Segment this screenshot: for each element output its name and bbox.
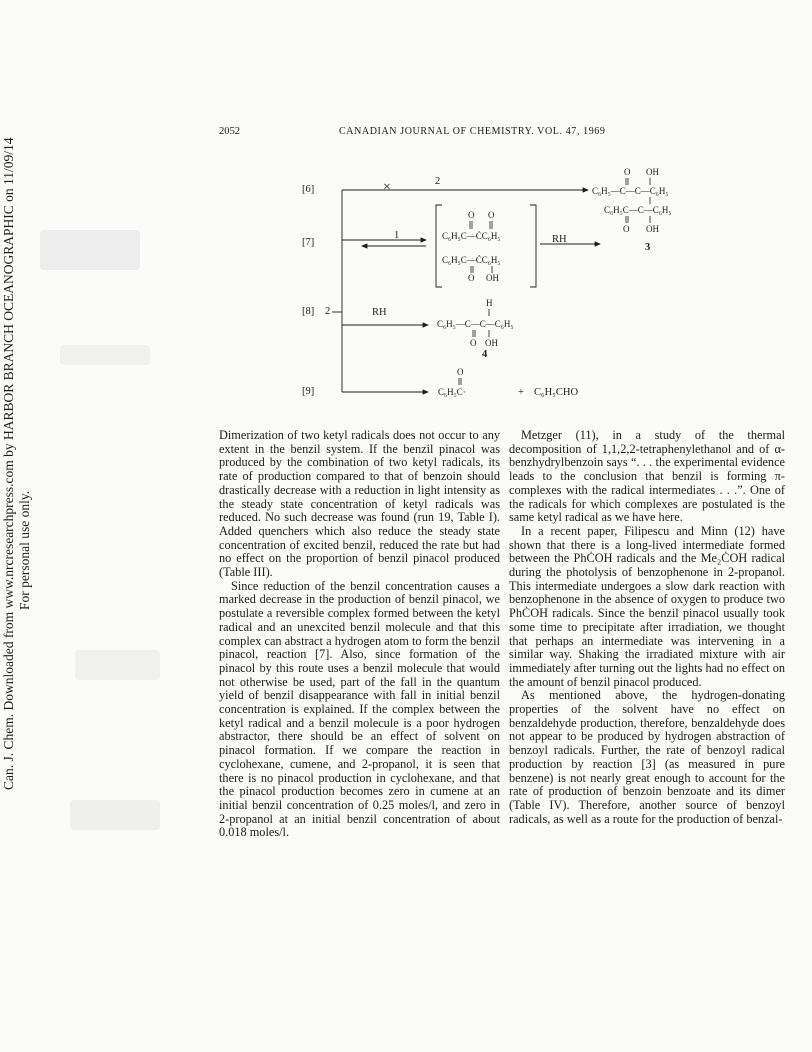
scheme-drawing: [290, 160, 770, 430]
personal-use-note: For personal use only.: [17, 490, 32, 610]
svg-text:C₆H₅C·: C₆H₅C·: [438, 387, 466, 397]
arrow-label-rh-8: RH: [372, 307, 387, 318]
right-text-column: [509, 429, 785, 826]
eq-label-9: [9]: [302, 386, 315, 397]
arrow-label-1: 1: [394, 230, 400, 241]
arrow-label-2: 2: [435, 176, 441, 187]
paragraph: Since reduction of the benzil concentration causes a marked decrease in the production of benzil pinacol, we postulate a reversible complex formed between the ketyl radical and an unexcited benzil molecule and that this complex can abstract a hydrogen atom to form the benzil pinacol, reaction [7]. Also, since formation of the pinacol by this route uses a benzil molecule that would not otherwise be used, part of the fall in the quantum yield of benzil disappearance with fall in initial benzil concentration is explained. If the complex between the ketyl radical and a benzil molecule is a poor hydrogen abstractor, there should be an effect of solvent on pinacol formation. If we compare the reaction in cyclohexane, cumene, and 2-propanol, it is seen that there is no pinacol production in cyclohexane, and that the pinacol production becomes zero in cumene at an initial benzil concentration of 0.25 moles/l, and zero in 2-propanol at an initial benzil concentration of about 0.018 moles/l.: [219, 578, 500, 840]
scan-smudge: [60, 345, 150, 365]
svg-text:OH: OH: [646, 167, 659, 177]
svg-text:C₆H₅—C—C—C₆H₅: C₆H₅—C—C—C₆H₅: [437, 319, 514, 329]
svg-text:O: O: [468, 210, 475, 220]
blocked-cross: ×: [383, 180, 391, 195]
svg-text:H: H: [486, 298, 493, 308]
paragraph: In a recent paper, Filipescu and Minn (12) have shown that there is a long-lived intermediate formed between the PhĊOH radicals and the Me₂ĊOH radical during the photolysis of benzophenone in 2-propanol. This intermediate undergoes a slow dark reaction with benzophenone in the absence of oxygen to produce two PhĊOH radicals. Since the benzil pinacol usually took some time to precipitate after irradiation, we thought that perhaps an intermediate was intervening in a similar way. Shaking the irradiated mixture with air immediately after turning out the lights had no effect on the amount of benzil pinacol produced.: [509, 523, 785, 689]
svg-text:O: O: [468, 273, 475, 283]
svg-text:OH: OH: [485, 338, 498, 348]
svg-text:OH: OH: [486, 273, 499, 283]
svg-text:OH: OH: [646, 224, 659, 234]
svg-text:O: O: [470, 338, 477, 348]
scan-smudge: [70, 800, 160, 830]
reaction-scheme: [290, 160, 770, 430]
eq-label-6: [6]: [302, 184, 315, 195]
svg-text:O: O: [488, 210, 495, 220]
svg-text:O: O: [623, 224, 630, 234]
arrow-label-rh-7: RH: [552, 234, 567, 245]
journal-title: CANADIAN JOURNAL OF CHEMISTRY. VOL. 47, 1969: [339, 126, 606, 137]
plus-sign: +: [518, 387, 524, 398]
starting-radical-2: 2: [325, 306, 331, 317]
eq-label-7: [7]: [302, 237, 315, 248]
svg-text:C₆H₅C—ĊC₆H₅: C₆H₅C—ĊC₆H₅: [442, 255, 501, 265]
svg-text:C₆H₅C—ĊC₆H₅: C₆H₅C—ĊC₆H₅: [442, 231, 501, 241]
benzaldehyde-formula: C₆H₅CHO: [534, 387, 579, 398]
scan-smudge: [75, 650, 160, 680]
compound-3-label: 3: [645, 242, 651, 253]
page-number: 2052: [219, 126, 240, 137]
scan-smudge: [40, 230, 140, 270]
svg-text:O: O: [457, 367, 464, 377]
paragraph: Dimerization of two ketyl radicals does not occur to any extent in the benzil system. If the benzil pinacol was produced by the combination of two ketyl radicals, its rate of production compared to that of benzoin should drastically decrease with a reduction in light intensity as the steady state concentration of ketyl radicals was reduced. No such decrease was found (run 19, Table I). Added quenchers which also reduce the steady state concentration of excited benzil, reduced the rate but had no effect on the proportion of benzil pinacol produced (Table III).: [219, 428, 500, 580]
svg-text:C₆H₅—C—C—C₆H₅: C₆H₅—C—C—C₆H₅: [592, 186, 669, 196]
eq-label-8: [8]: [302, 306, 315, 317]
compound-4-label: 4: [482, 349, 488, 360]
svg-text:C₆H₅C—C—C₆H₅: C₆H₅C—C—C₆H₅: [604, 205, 672, 215]
paragraph: Metzger (11), in a study of the thermal decomposition of 1,1,2,2-tetraphenylethanol and of α-benzhydrylbenzoin says “. . . the experimental evidence leads to the conclusion that benzil is forming π-complexes with the radical intermediates . . .”. One of the radicals for which complexes are postulated is the same ketyl radical as we have here.: [509, 428, 785, 525]
paragraph: As mentioned above, the hydrogen-donating properties of the solvent have no effect on benzaldehyde production, therefore, benzaldehyde does not appear to be produced by hydrogen abstraction of benzoyl radicals. Further, the rate of benzoyl radical production by reaction [3] (as measured in pure benzene) is not nearly great enough to account for the rate of production of benzoin benzoate and its dimer (Table IV). Therefore, another source of benzoyl radicals, as well as a route for the production of benzal-: [509, 688, 785, 826]
download-watermark: Can. J. Chem. Downloaded from www.nrcresearchpress.com by HARBOR BRANCH OCEANOGRAPHIC on 11/09/14: [1, 137, 16, 790]
left-text-column: [219, 429, 500, 840]
svg-text:O: O: [624, 167, 631, 177]
